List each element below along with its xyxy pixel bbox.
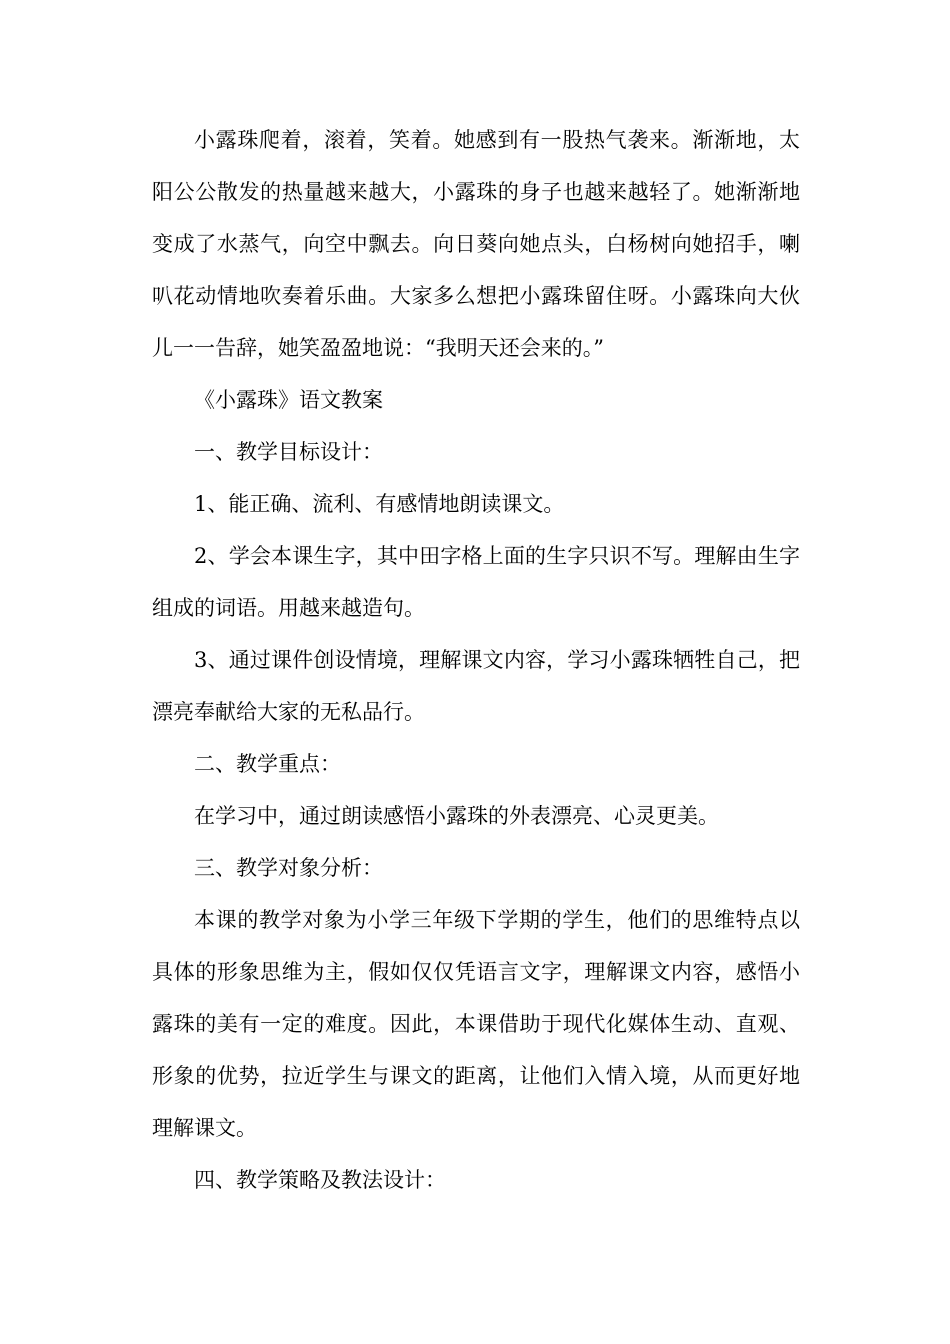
section-heading-audience: 三、教学对象分析： (194, 856, 383, 880)
paragraph-story-ending: 小露珠爬着，滚着，笑着。她感到有一股热气袭来。渐渐地，太阳公公散发的热量越来越大，小露珠的身子也越来越轻了。她渐渐地变成了水蒸气，向空中飘去。向日葵向她点头，白杨树向她招手，喇叭花动情地吹奏着乐曲。大家多么想把小露珠留住呀。小露珠向大伙儿一一告辞，她笑盈盈地说：“我明天还会来的。” (152, 128, 800, 360)
document-body (152, 114, 800, 1206)
objective-item-3: 3、通过课件创设情境，理解课文内容，学习小露珠牺牲自己，把漂亮奉献给大家的无私品行。 (152, 648, 800, 724)
objective-item-1: 1、能正确、流利、有感情地朗读课文。 (194, 492, 565, 516)
section-heading-key-points: 二、教学重点： (194, 752, 341, 776)
section-heading-strategy: 四、教学策略及教法设计： (194, 1168, 446, 1192)
key-points-text: 在学习中，通过朗读感悟小露珠的外表漂亮、心灵更美。 (194, 804, 719, 828)
lesson-plan-title: 《小露珠》语文教案 (194, 388, 383, 412)
audience-analysis-text: 本课的教学对象为小学三年级下学期的学生，他们的思维特点以具体的形象思维为主，假如仅仅凭语言文字，理解课文内容，感悟小露珠的美有一定的难度。因此，本课借助于现代化媒体生动、直观、形象的优势，拉近学生与课文的距离，让他们入情入境，从而更好地理解课文。 (152, 908, 800, 1140)
objective-item-2: 2、学会本课生字，其中田字格上面的生字只识不写。理解由生字组成的词语。用越来越造句。 (152, 544, 800, 620)
section-heading-objectives: 一、教学目标设计： (194, 440, 383, 464)
